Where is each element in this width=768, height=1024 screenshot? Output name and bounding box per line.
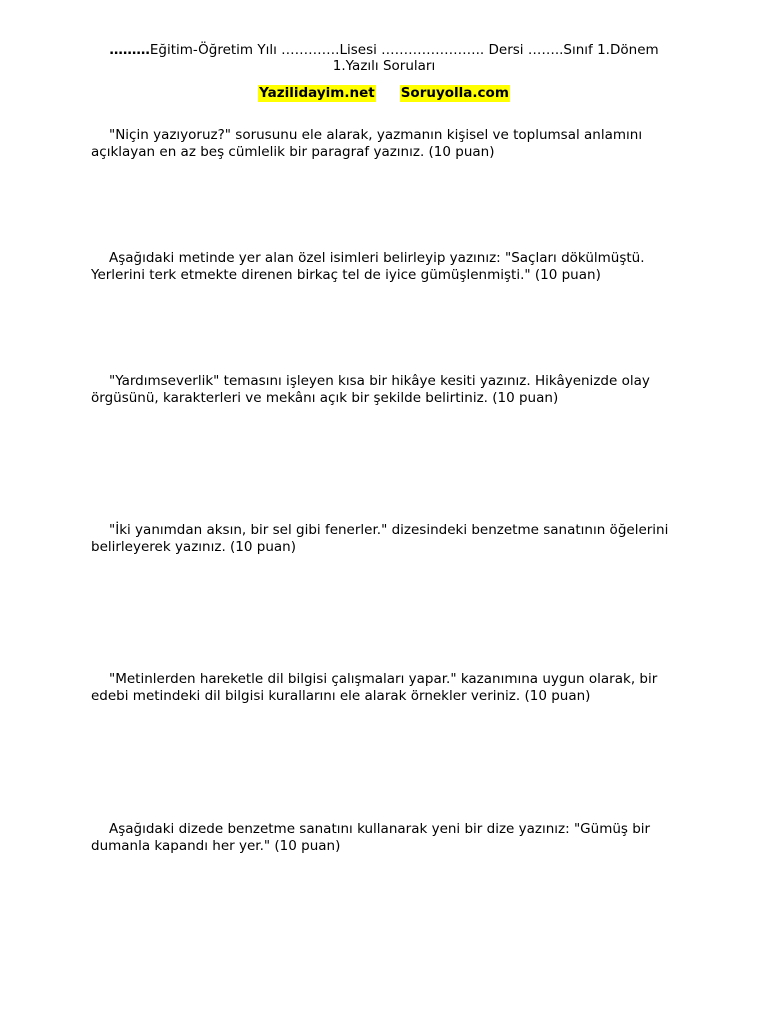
question-text: "Niçin yazıyoruz?" sorusunu ele alarak, yazmanın kişisel ve toplumsal anlamını açıklayan en az beş cümlelik bir paragraf yazınız. (10 puan) (91, 127, 643, 160)
question-6 (91, 821, 681, 855)
question-text: "Yardımseverlik" temasını işleyen kısa bir hikâye kesiti yazınız. Hikâyenizde olay örgüsünü, karakterleri ve mekânı açık bir şekilde belirtiniz. (10 puan) (91, 373, 650, 406)
brand-row (0, 85, 768, 102)
question-5 (91, 671, 681, 705)
question-text: Aşağıdaki dizede benzetme sanatını kullanarak yeni bir dize yazınız: "Gümüş bir dumanla kapandı her yer." (10 puan) (91, 821, 651, 854)
question-4 (91, 522, 681, 556)
brand-soruyolla[interactable]: Soruyolla.com (400, 85, 509, 101)
header-title: Eğitim-Öğretim Yılı ………….Lisesi ………………….. Dersi ……..Sınıf 1.Dönem (149, 42, 659, 58)
header-dots: ……… (109, 42, 150, 58)
exam-header-line-1 (0, 42, 768, 59)
question-text: "Metinlerden hareketle dil bilgisi çalışmaları yapar." kazanımına uygun olarak, bir edebi metindeki dil bilgisi kurallarını ele alarak örnekler veriniz. (10 puan) (91, 671, 658, 704)
question-text: "İki yanımdan aksın, bir sel gibi fenerler." dizesindeki benzetme sanatının öğelerini belirleyerek yazınız. (10 puan) (91, 522, 669, 555)
question-2 (91, 250, 681, 284)
question-text: Aşağıdaki metinde yer alan özel isimleri belirleyip yazınız: "Saçları dökülmüştü. Yerlerini terk etmekte direnen birkaç tel de iyice gümüşlenmişti." (10 puan) (91, 250, 645, 283)
question-3 (91, 373, 681, 407)
question-1 (91, 127, 681, 161)
brand-yazilidayim[interactable]: Yazilidayim.net (259, 85, 375, 101)
exam-header-line-2: 1.Yazılı Soruları (332, 58, 436, 74)
